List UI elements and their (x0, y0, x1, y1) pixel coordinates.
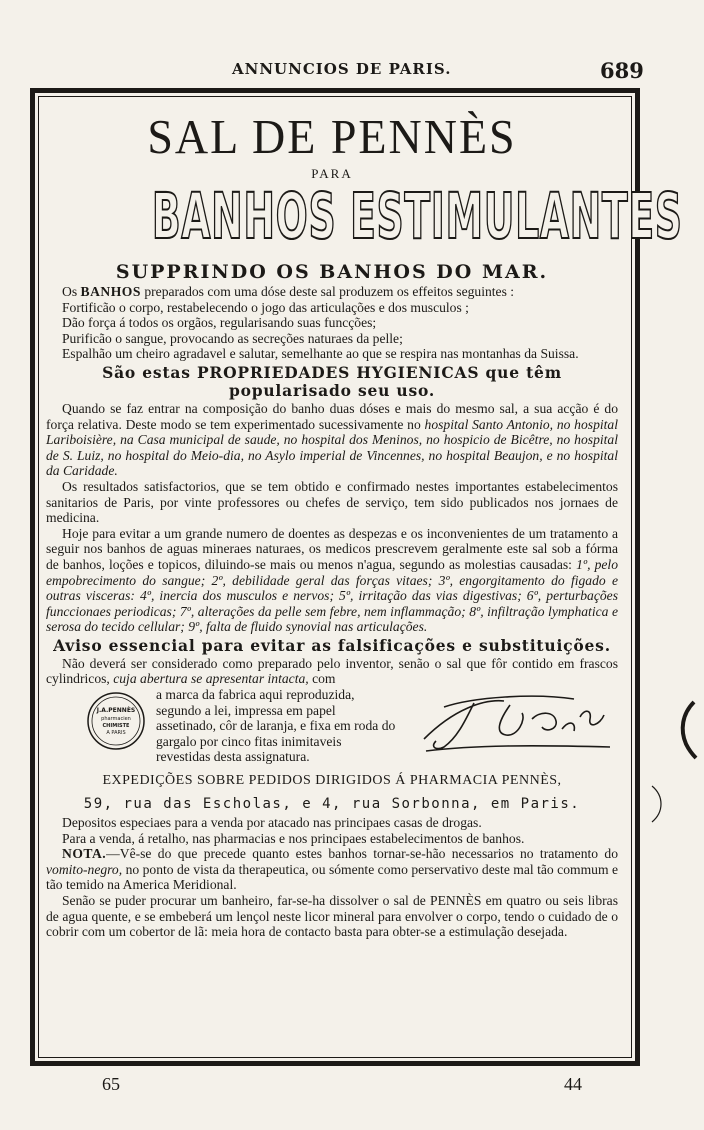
nota-label: NOTA. (62, 846, 107, 862)
ailment-list: 1º, pelo empobrecimento do sangue; 2º, debilidade geral das forças vitaes; 3º, engorgitamento do figado e outras visceras: 4º, inercia dos musculos e nervos; 5º, irritação das vias digestivas; 6º, perturbações funccionaes periodicas; 7º, alterações da pelle sem febre, nem inflammação; 8º, infiltração lymphatica e serosa do tecido cellular; 9º, falta de fluido synovial nas articulações. (46, 556, 618, 635)
seal-line-3: CHIMISTE (102, 723, 130, 730)
ad-headline-wrap (46, 180, 683, 254)
page-number: 689 (600, 58, 644, 83)
advertisement-content (46, 100, 683, 940)
ad-title: SAL DE PENNÈS (147, 109, 517, 164)
paragraph-nota: NOTA.—Vê-se do que precede quanto estes banhos tornar-se-hão necessarios no tratamento do vomito-negro, no ponto de vista da therapeutica, ou sómente como perservativo deste mal tão commum e tão temido na America Meridional. (46, 846, 618, 893)
paragraph-authenticity: Não deverá ser considerado como preparado pelo inventor, senão o sal que fôr contido em frascos cylindricos, cuja abertura se apresentar intacta, com (46, 655, 618, 687)
paragraph-treatments: Hoje para evitar a um grande numero de doentes as despezas e os inconvenientes de um tratamento a seguir nos banhos de aguas mineraes naturaes, os medicos prescrevem geralmente este sal sob a fórma de banhos, loções e topicos, diluindo-se mais ou menos n'agua, segundo as molestias causadas: 1º, pelo empobrecimento do sangue; 2º, debilidade geral das forças vitaes; 3º, engorgitamento do figado e outras visceras: 4º, inercia dos musculos e nervos; 5º, irritação das vias digestivas; 6º, perturbações funccionaes periodicas; 7º, alterações da pelle sem febre, nem inflammação; 8º, infiltração lymphatica e serosa do tecido cellular; 9º, falta de fluido synovial nas articulações. (46, 525, 618, 635)
ad-para-label: PARA (311, 166, 353, 181)
effect-item: Fortificão o corpo, restabelecendo o jogo das articulações e dos musculos ; (62, 299, 469, 315)
paragraph-home-use: Senão se puder procurar um banheiro, far-se-ha dissolver o sal de PENNÈS em quatro ou seis libras de agua quente, e se embeberá um lençol neste licor mineral para envolver o corpo, tendo o cuidado de o cobrir com um cobertor de lã: meia hora de contacto basta para obter-se a estimulação desejada. (46, 893, 618, 940)
signature-icon (414, 689, 614, 755)
heading-notice: Aviso essencial para evitar as falsificações e substituições. (53, 635, 611, 655)
folio-right: 44 (564, 1074, 582, 1094)
ad-headline: BANHOS ESTIMULANTES (151, 180, 683, 254)
seal-line-2: pharmacien (101, 716, 131, 723)
trademark-seal-icon (86, 691, 146, 751)
intro-keyword: BANHOS (80, 284, 141, 299)
seal-line-4: A PARIS (106, 730, 126, 737)
hospital-list: hospital Santo Antonio, no hospital Lariboisière, na Casa municipal de saude, no hospital dos Meninos, no hospicio de Bicêtre, no hospital de S. Luiz, no hospital do Meio-dia, no Asylo imperial de Vincennes, no hospital Beaujon, e no hospital da Caridade. (46, 416, 618, 479)
trademark-row (46, 687, 618, 765)
running-title: ANNUNCIOS DE PARIS. (232, 60, 452, 78)
effect-item: Dão força á todos os orgãos, regularisando suas funcções; (62, 315, 377, 331)
orders-heading: EXPEDIÇÕES SOBRE PEDIDOS DIRIGIDOS Á PHARMACIA PENNÈS, (102, 773, 562, 789)
ad-subtitle: SUPPRINDO OS BANHOS DO MAR. (115, 261, 549, 283)
pharmacy-address: 59, rua das Escholas, e 4, rua Sorbonna, em Paris. (83, 796, 581, 813)
effect-item: Purificão o sangue, provocando as secreções naturaes da pelle; (62, 330, 403, 346)
paragraph-wholesale: Depositos especiaes para a venda por atacado nas principaes casas de drogas. (62, 815, 482, 831)
paragraph-hospitals: Quando se faz entrar na composição do banho duas dóses e mais do mesmo sal, a sua acção é do força relativa. Deste modo se tem experimentado sucessivamente no hospital Santo Antonio, no hospital Lariboisière, na Casa municipal de saude, no hospital dos Meninos, no hospicio de Bicêtre, no hospital de S. Luiz, no hospital do Meio-dia, no Asylo imperial de Vincennes, no hospital Beaujon, e no hospital da Caridade. (46, 400, 618, 479)
margin-paren-icon (648, 784, 668, 824)
running-head (0, 58, 704, 88)
heading-properties: São estas PROPRIEDADES HYGIENICAS que têm popularisado seu uso. (102, 362, 562, 400)
seal-line-1: J.A.PENNÈS (96, 707, 136, 715)
paragraph-results: Os resultados satisfactorios, que se tem obtido e confirmado nestes importantes estabelecimentos sanitarios de Paris, por vinte professores ou chefes de serviço, tem sido publicados nos jornaes de medicina. (46, 478, 618, 526)
intro-paragraph: Os BANHOS preparados com uma dóse deste sal produzem os effeitos seguintes : (62, 284, 515, 299)
margin-bracket-icon (676, 700, 698, 760)
paragraph-retail: Para a venda, á retalho, nas pharmacias e nos principaes estabelecimentos de banhos. (62, 830, 525, 846)
effect-item: Espalhão um cheiro agradavel e salutar, semelhante ao que se respira nas montanhas da Suissa. (62, 346, 579, 362)
folio-left: 65 (102, 1074, 120, 1094)
trademark-description: a marca da fabrica aqui reproduzida, segundo a lei, impressa em papel assetinado, côr de laranja, e fixa em roda do gargalo por cinco fitas inimitaveis revestidas desta assignatura. (156, 687, 396, 765)
